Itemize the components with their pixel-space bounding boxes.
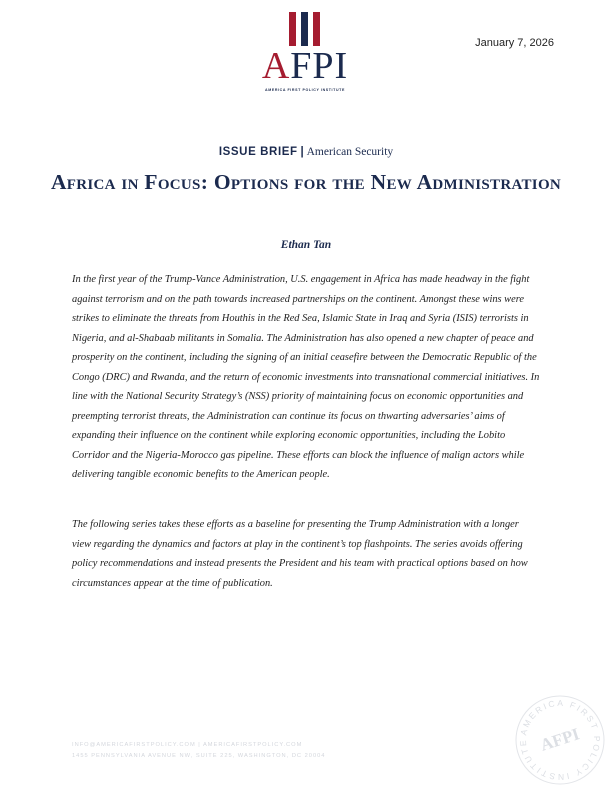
- seal-ring-text: AMERICA FIRST POLICY INSTITUTE: [517, 697, 603, 783]
- kicker-category: American Security: [306, 146, 394, 158]
- logo-tagline: AMERICA FIRST POLICY INSTITUTE: [265, 88, 345, 92]
- seal-center-text: AFPI: [538, 724, 582, 755]
- footer-contact: INFO@AMERICAFIRSTPOLICY.COM | AMERICAFIRSTPOLICY.COM: [72, 742, 303, 748]
- body-paragraph: The following series takes these efforts as a baseline for presenting the Trump Administration with a longer view regarding the dynamics and factors at play in the continent’s top flashpoints. The series avoids offering policy recommendations and instead presents the President and his team with practical options based on how circumstances appear at the time of publication.: [72, 519, 528, 589]
- afpi-seal-watermark: [510, 690, 610, 790]
- afpi-logo: [255, 12, 355, 94]
- author-name: Ethan Tan: [280, 239, 332, 251]
- page-footer: [72, 740, 325, 761]
- body-paragraph: In the first year of the Trump-Vance Administration, U.S. engagement in Africa has made headway in the fight against terrorism and on the path towards increased partnerships on the continent. Amongst these wins were strikes to eliminate the threats from Houthis in the Red Sea, Islamic State in Iraq and Syria (ISIS) terrorists in Nigeria, and al-Shabaab militants in Somalia. The Administration has also opened a new chapter of peace and prosperity on the continent, including the signing of an initial ceasefire between the Democratic Republic of the Congo (DRC) and Rwanda, and the return of economic investments into transnational commercial initiatives. In line with the National Security Strategy’s (NSS) priority of maintaining focus on economic opportunities and preempting terrorist threats, the Administration can continue its focus on thwarting adversaries’ aims of expanding their influence on the continent while exploring economic opportunities, including the Lobito Corridor and the Nigeria-Morocco gas pipeline. These efforts can block the influence of malign actors while delivering tangible economic benefits to the American people.: [72, 274, 540, 480]
- issue-brief-kicker: [0, 146, 612, 158]
- document-title: Africa in Focus: Options for the New Administration: [50, 170, 562, 194]
- publication-date: January 7, 2026: [475, 37, 554, 49]
- kicker-separator: |: [300, 146, 305, 158]
- kicker-label: ISSUE BRIEF: [218, 146, 298, 158]
- footer-address: 1455 PENNSYLVANIA AVENUE NW, SUITE 225, WASHINGTON, DC 20004: [72, 752, 326, 759]
- logo-wordmark: AFPI: [261, 45, 349, 87]
